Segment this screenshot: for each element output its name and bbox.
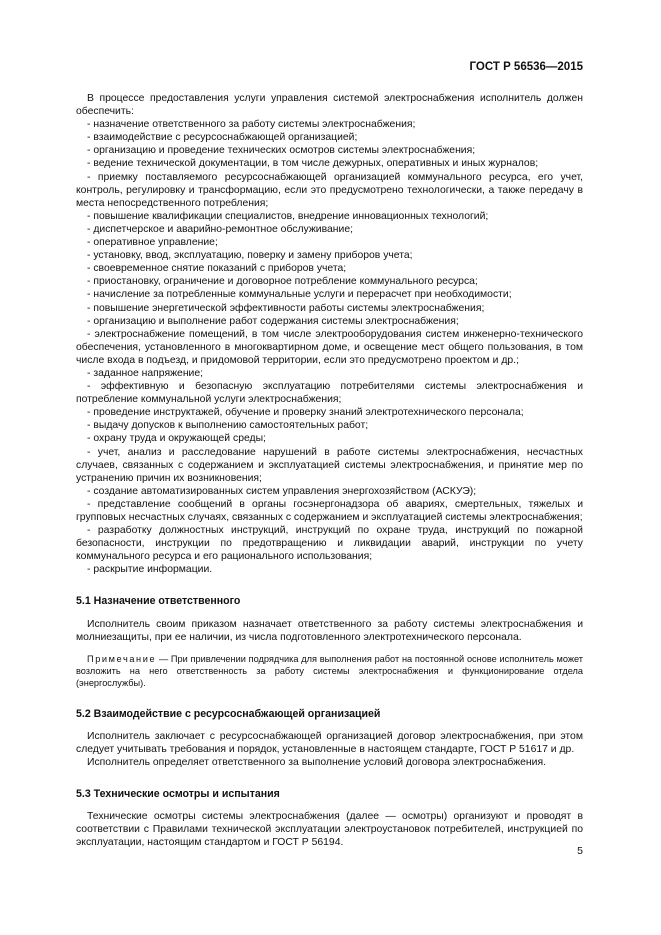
list-item: - повышение квалификации специалистов, внедрение инновационных технологий; xyxy=(87,210,489,222)
list-item: - организацию и проведение технических осмотров системы электроснабжения; xyxy=(87,145,476,157)
section-5-1-body: Исполнитель своим приказом назначает ответственного за работу системы электроснабжения и молниезащиты, при ее наличии, из числа подготовленного электротехнического персонала. xyxy=(76,618,583,643)
list-item: - проведение инструктажей, обучение и проверку знаний электротехнического персонала; xyxy=(87,407,524,419)
list-item: - оперативное управление; xyxy=(87,237,218,249)
intro-paragraph: В процессе предоставления услуги управления системой электроснабжения исполнитель должен обеспечить: xyxy=(76,93,583,118)
section-5-1-note xyxy=(76,653,583,689)
note-label: Примечание xyxy=(87,653,157,664)
list-item: - охрану труда и окружающей среды; xyxy=(87,433,266,445)
section-5-2-paragraph-1: Исполнитель заключает с ресурсоснабжающей организацией договор электроснабжения, при этом следует учитывать требования и порядок, установленные в настоящем стандарте, ГОСТ Р 51617 и др. xyxy=(76,730,583,755)
list-item: - повышение энергетической эффективности работы системы электроснабжения; xyxy=(87,302,485,314)
note-text: — При привлечении подрядчика для выполнения работ на постоянной основе исполнитель может возложить на него ответственность за работу системы электроснабжения и функционирование отдела (энергослужбы). xyxy=(76,653,583,688)
list-item: - организацию и выполнение работ содержания системы электроснабжения; xyxy=(87,315,459,327)
list-item: - раскрытие информации. xyxy=(87,564,213,576)
list-item: - назначение ответственного за работу системы электроснабжения; xyxy=(87,119,416,131)
list-item: - приемку поставляемого ресурсоснабжающей организацией коммунального ресурса, его учет, контроль, регулировку и трансформацию, если это предусмотрено технологически, а также передачу в места непосредственного потребления; xyxy=(76,171,583,209)
list-item: - диспетчерское и аварийно-ремонтное обслуживание; xyxy=(87,223,354,235)
list-item: - электроснабжение помещений, в том числе электрооборудования систем инженерно-технического обеспечения, установленного в многоквартирном доме, и освещение мест общего пользования, в том числе входа в подъезд, и придомовой территории, если это предусмотрено проектом и др.; xyxy=(76,328,583,366)
list-item: - взаимодействие с ресурсоснабжающей организацией; xyxy=(87,132,358,144)
list-item: - эффективную и безопасную эксплуатацию потребителями системы электроснабжения и потребление коммунальной услуги электроснабжения; xyxy=(76,381,583,406)
list-item: - представление сообщений в органы госэнергонадзора об авариях, смертельных, тяжелых и групповых несчастных случаях, связанных с содержанием и эксплуатацией системы электроснабжения; xyxy=(76,498,583,523)
list-item: - заданное напряжение; xyxy=(87,367,204,379)
list-item: - приостановку, ограничение и договорное потребление коммунального ресурса; xyxy=(87,276,478,288)
obligations-list xyxy=(76,118,583,576)
list-item: - создание автоматизированных систем управления энергохозяйством (АСКУЭ); xyxy=(87,485,477,497)
document-standard-id: ГОСТ Р 56536—2015 xyxy=(469,61,583,73)
list-item: - своевременное снятие показаний с приборов учета; xyxy=(87,263,347,275)
list-item: - выдачу допусков к выполнению самостоятельных работ; xyxy=(87,420,369,432)
document-body xyxy=(76,92,583,850)
list-item: - разработку должностных инструкций, инструкций по охране труда, инструкций по пожарной безопасности, инструкции по предотвращению и ликвидации аварий, инструкции по учету коммунального ресурса и его рационального использования; xyxy=(76,525,583,563)
section-5-3-paragraph-1: Технические осмотры системы электроснабжения (далее — осмотры) организуют и проводят в соответствии с Правилами технической эксплуатации электроустановок потребителей, инструкцией по эксплуатации, настоящим стандартом и ГОСТ Р 56194. xyxy=(76,811,583,849)
list-item: - учет, анализ и расследование нарушений в работе системы электроснабжения, несчастных случаев, связанных с содержанием и эксплуатацией системы электроснабжения, и принятие мер по устранению причин их возникновения; xyxy=(76,446,583,484)
list-item: - начисление за потребленные коммунальные услуги и перерасчет при необходимости; xyxy=(87,289,512,301)
section-5-2-paragraph-2: Исполнитель определяет ответственного за выполнение условий договора электроснабжения. xyxy=(87,757,546,769)
section-5-2-title: 5.2 Взаимодействие с ресурсоснабжающей организацией xyxy=(76,707,381,720)
page-number: 5 xyxy=(577,845,583,857)
list-item: - установку, ввод, эксплуатацию, поверку и замену приборов учета; xyxy=(87,250,413,262)
list-item: - ведение технической документации, в том числе дежурных, оперативных и иных журналов; xyxy=(87,158,539,170)
section-5-1-title: 5.1 Назначение ответственного xyxy=(76,595,241,608)
section-5-3-title: 5.3 Технические осмотры и испытания xyxy=(76,788,280,801)
